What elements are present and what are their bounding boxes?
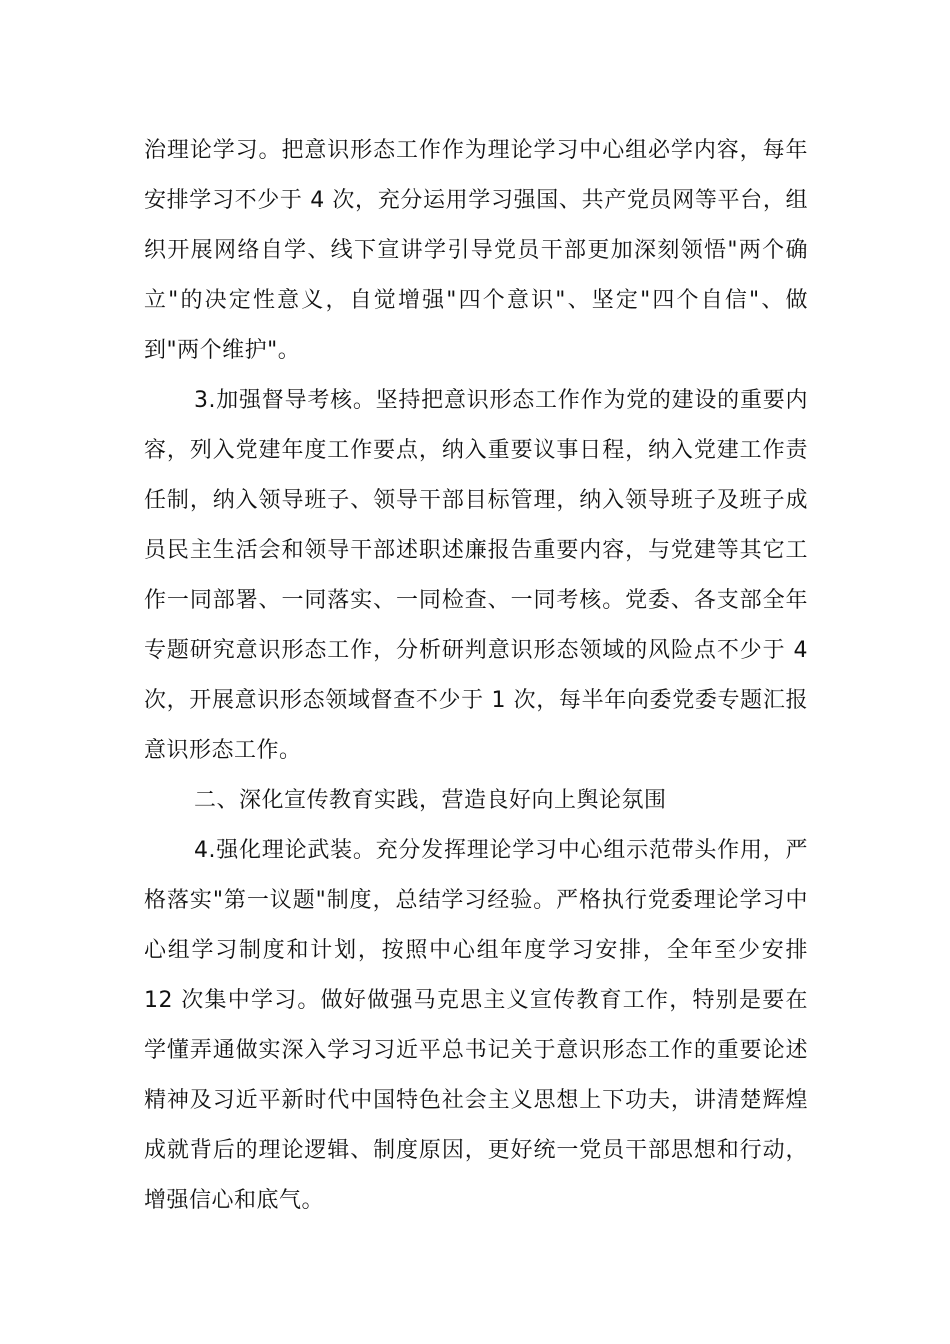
document-body: [144, 126, 808, 1226]
paragraph-3-supervision: 3.加强督导考核。坚持把意识形态工作作为党的建设的重要内容，列入党建年度工作要点，纳入重要议事日程，纳入党建工作责任制，纳入领导班子、领导干部目标管理，纳入领导班子及班子成员民主生活会和领导干部述职述廉报告重要内容，与党建等其它工作一同部署、一同落实、一同检查、一同考核。党委、各支部全年专题研究意识形态工作，分析研判意识形态领域的风险点不少于 4 次，开展意识形态领域督查不少于 1 次，每半年向委党委专题汇报意识形态工作。: [144, 388, 808, 763]
section-heading-2: 二、深化宣传教育实践，营造良好向上舆论氛围: [194, 788, 667, 813]
paragraph-4-theory: 4.强化理论武装。充分发挥理论学习中心组示范带头作用，严格落实"第一议题"制度，总结学习经验。严格执行党委理论学习中心组学习制度和计划，按照中心组年度学习安排，全年至少安排 12 次集中学习。做好做强马克思主义宣传教育工作，特别是要在学懂弄通做实深入学习习近平总书记关于意识形态工作的重要论述精神及习近平新时代中国特色社会主义思想上下功夫，讲清楚辉煌成就背后的理论逻辑、制度原因，更好统一党员干部思想和行动，增强信心和底气。: [144, 838, 808, 1213]
paragraph-continuation: 治理论学习。把意识形态工作作为理论学习中心组必学内容，每年安排学习不少于 4 次，充分运用学习强国、共产党员网等平台，组织开展网络自学、线下宣讲学引导党员干部更加深刻领悟"两个确立"的决定性意义，自觉增强"四个意识"、坚定"四个自信"、做到"两个维护"。: [144, 138, 808, 363]
